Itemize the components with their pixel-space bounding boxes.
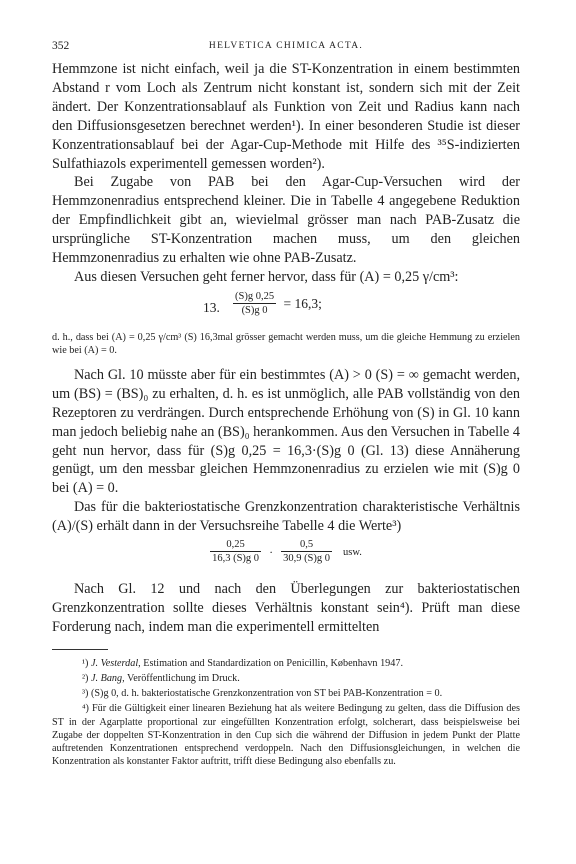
ratio-fraction-2-denominator: 30,9 (S)g 0 [283,553,331,565]
fraction-numerator: (S)g 0,25 [235,290,275,302]
document-page [52,40,520,770]
running-header [52,40,520,60]
footnote-4: ⁴) Für die Gültigkeit einer linearen Beziehung hat als weitere Bedingung zu gelten, dass die Diffusion des ST in der Agarplatte proportional zur eingefüllten Konzentration erfolgt, solcherart, dass beispielsweise bei Zugabe der doppelten ST-Konzentration in den Cup sich die während der Diffusion in jedem Punkt der Platte auftretenden Konzentrationen entsprechend verdoppeln. Nach den Diffusionsgleichungen, in welchen die Konzentration als konstanter Faktor auftritt, trifft diese Bedingung also ebenfalls zu. [52,703,520,768]
footnote-2-text: Veröffentlichung im Druck. [127,672,240,684]
paragraph-7: Nach Gl. 12 und nach den Überlegungen zur bakteriostatischen Grenzkonzentration sollte dieses Verhältnis konstant sein⁴). Prüft man diese Forderung nach, indem man die experimentell ermittelten [52,581,520,635]
fraction-denominator: (S)g 0 [241,304,268,316]
ratio-fraction-1-numerator: 0,25 [210,539,261,552]
equation-fraction [233,291,276,317]
paragraph-6: Das für die bakteriostatische Grenzkonzentration charakteristische Verhältnis (A)/(S) erhält dann in der Versuchsreihe Tabelle 4 die Werte³) [52,499,520,535]
paragraph-2: Bei Zugabe von PAB bei den Agar-Cup-Versuchen wird der Hemmzonenradius entsprechend kleiner. Die in Tabelle 4 angegebene Reduktion der Empfindlichkeit gibt an, wievielmal grösser man nach PAB-Zusatz die ursprüngliche ST-Konzentration machen muss, um den gleichen Hemmzonenradius zu erhalten wie ohne PAB-Zusatz. [52,174,520,267]
multiplication-dot: · [269,544,274,559]
ratio-suffix: usw. [343,546,362,558]
ratio-fraction-1 [210,539,261,565]
page-number: 352 [52,40,70,52]
paragraph-3: Aus diesen Versuchen geht ferner hervor, dass für (A) = 0,25 γ/cm³: [74,268,459,285]
equation-13 [52,291,520,325]
footnote-1-mark: ¹) [82,657,89,669]
footnote-2-mark: ²) [82,672,89,684]
footnote-1-author: J. Vesterdal, [91,657,141,669]
paragraph-1: Hemmzone ist nicht einfach, weil ja die ST-Konzentration in einem bestimmten Abstand r vom Loch als Zentrum nicht konstant ist, sondern sich mit der Zeit ändert. Der Konzentrationsablauf als Funktion von Zeit und Radius kann nach den Diffusionsgesetzen berechnet werden¹). In einer besonderen Studie ist dieser Konzentrationsablauf bei der Agar-Cup-Methode mit Hilfe des ³⁵S-indizierten Sulfathiazols experimentell gemessen worden²). [52,61,520,172]
paragraph-5: Nach Gl. 10 müsste aber für ein bestimmtes (A) > 0 (S) = ∞ gemacht werden, um (BS) = (BS)₀ zu erhalten, d. h. es ist unmöglich, alle PAB vollständig von den Rezeptoren zu verdrängen. Durch entsprechende Erhöhung von (S) in Gl. 10 kann man jedoch beliebig nahe an (BS)₀ herankommen. Aus den Versuchen in Tabelle 4 geht nun hervor, dass für (S)g 0,25 = 16,3·(S)g 0 (Gl. 13) diese Annäherung genügt, um den messbar gleichen Hemmzonenradius zu erzielen wie mit (S)g 0 bei (A) = 0. [52,366,520,497]
equation-number: 13. [203,299,220,315]
footnote-3: ³) (S)g 0, d. h. bakteriostatische Grenzkonzentration von ST bei PAB-Konzentration = 0. [82,688,443,700]
ratio-equation [52,539,520,573]
paragraph-small-note: d. h., dass bei (A) = 0,25 γ/cm³ (S) 16,3mal grösser gemacht werden muss, um die gleiche Hemmung zu erzielen wie bei (A) = 0. [52,331,520,357]
footnote-1 [52,657,520,670]
ratio-fraction-2-numerator: 0,5 [281,539,332,552]
footnote-1-text: Estimation and Standardization on Penicillin, København 1947. [143,657,403,669]
ratio-fraction-2 [281,539,332,565]
footnote-2-author: J. Bang, [91,672,125,684]
journal-title: HELVETICA CHIMICA ACTA. [208,41,364,51]
ratio-fraction-1-denominator: 16,3 (S)g 0 [212,553,260,565]
equation-rhs: = 16,3; [283,295,322,311]
footnote-2 [52,672,520,685]
footnotes [52,657,520,769]
footnote-rule [52,649,108,650]
